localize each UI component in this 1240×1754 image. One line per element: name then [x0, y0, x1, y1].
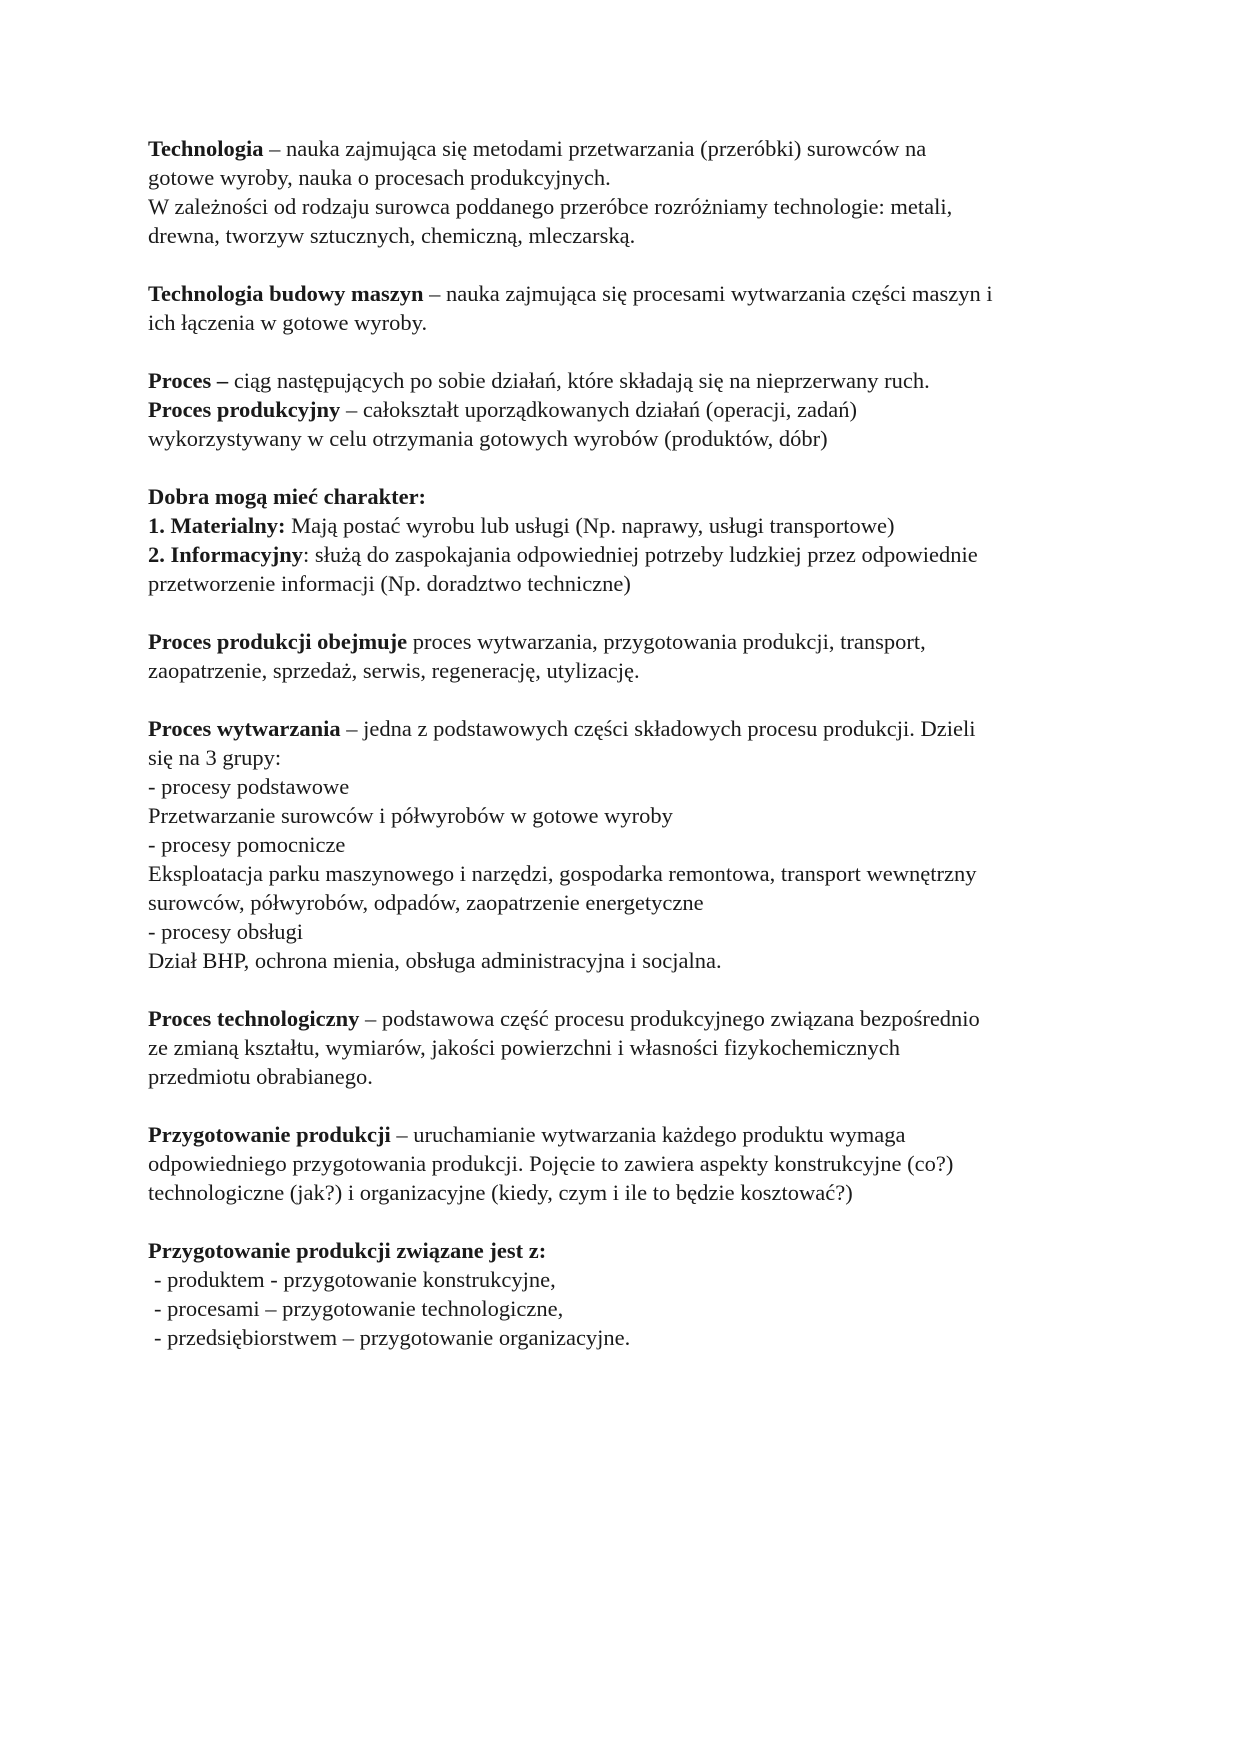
list-item: - procesy obsługi [148, 919, 303, 944]
heading-dobra: Dobra mogą mieć charakter: [148, 484, 427, 509]
text-line: Proces produkcyjny – całokształt uporządkowanych działań (operacji, zadań) [148, 397, 857, 422]
text-line: technologiczne (jak?) i organizacyjne (kiedy, czym i ile to będzie kosztować?) [148, 1180, 853, 1205]
text-line: Eksploatacja parku maszynowego i narzędzi, gospodarka remontowa, transport wewnętrzny [148, 861, 977, 886]
list-item: - produktem - przygotowanie konstrukcyjne, [154, 1267, 556, 1292]
text-line: gotowe wyroby, nauka o procesach produkcyjnych. [148, 165, 611, 190]
term-proces-produkcyjny: Proces produkcyjny [148, 397, 341, 422]
text-line: Proces wytwarzania – jedna z podstawowych części składowych procesu produkcji. Dzieli [148, 716, 976, 741]
paragraph-proces-wytwarzania [148, 714, 1108, 975]
text-line: Przetwarzanie surowców i półwyrobów w gotowe wyroby [148, 803, 673, 828]
term-materialny: 1. Materialny: [148, 513, 286, 538]
term-proces: Proces – [148, 368, 229, 393]
paragraph-proces [148, 366, 1108, 453]
text-line: 2. Informacyjny: służą do zaspokajania odpowiedniej potrzeby ludzkiej przez odpowiednie [148, 542, 978, 567]
text-line: zaopatrzenie, sprzedaż, serwis, regenerację, utylizację. [148, 658, 640, 683]
text-line: Technologia – nauka zajmująca się metodami przetwarzania (przeróbki) surowców na [148, 136, 927, 161]
term-proces-produkcji: Proces produkcji obejmuje [148, 629, 408, 654]
text-line: się na 3 grupy: [148, 745, 282, 770]
list-item: - przedsiębiorstwem – przygotowanie organizacyjne. [154, 1325, 631, 1350]
paragraph-przygotowanie-produkcji [148, 1120, 1108, 1207]
term-proces-technologiczny: Proces technologiczny [148, 1006, 360, 1031]
text-line: wykorzystywany w celu otrzymania gotowych wyrobów (produktów, dóbr) [148, 426, 828, 451]
term-technologia: Technologia [148, 136, 264, 161]
text-line: surowców, półwyrobów, odpadów, zaopatrzenie energetyczne [148, 890, 704, 915]
text-line: W zależności od rodzaju surowca poddanego przeróbce rozróżniamy technologie: metali, [148, 194, 953, 219]
paragraph-dobra [148, 482, 1108, 598]
term-informacyjny: 2. Informacyjny [148, 542, 303, 567]
list-item: - procesy pomocnicze [148, 832, 346, 857]
list-item: - procesy podstawowe [148, 774, 350, 799]
text-line: przetworzenie informacji (Np. doradztwo techniczne) [148, 571, 631, 596]
text-line [148, 482, 1108, 511]
heading-przygotowanie-zwiazane: Przygotowanie produkcji związane jest z: [148, 1238, 547, 1263]
text-line: odpowiedniego przygotowania produkcji. Pojęcie to zawiera aspekty konstrukcyjne (co?) [148, 1151, 954, 1176]
text-line: drewna, tworzyw sztucznych, chemiczną, mleczarską. [148, 223, 636, 248]
term-budowa-maszyn: Technologia budowy maszyn [148, 281, 424, 306]
paragraph-proces-technologiczny [148, 1004, 1108, 1091]
text-line: 1. Materialny: Mają postać wyrobu lub usługi (Np. naprawy, usługi transportowe) [148, 513, 895, 538]
text-line: Technologia budowy maszyn – nauka zajmująca się procesami wytwarzania części maszyn i [148, 281, 993, 306]
text-line: ze zmianą kształtu, wymiarów, jakości powierzchni i własności fizykochemicznych [148, 1035, 901, 1060]
paragraph-budowa-maszyn [148, 279, 1108, 337]
term-przygotowanie-produkcji: Przygotowanie produkcji [148, 1122, 391, 1147]
text-line: Dział BHP, ochrona mienia, obsługa administracyjna i socjalna. [148, 948, 722, 973]
text-line: Proces technologiczny – podstawowa część procesu produkcyjnego związana bezpośrednio [148, 1006, 980, 1031]
text-line: ich łączenia w gotowe wyroby. [148, 310, 428, 335]
text-line: Przygotowanie produkcji – uruchamianie wytwarzania każdego produktu wymaga [148, 1122, 906, 1147]
term-proces-wytwarzania: Proces wytwarzania [148, 716, 341, 741]
text-line: Proces produkcji obejmuje proces wytwarzania, przygotowania produkcji, transport, [148, 629, 926, 654]
text-line [148, 1236, 1108, 1265]
text-line: Proces – ciąg następujących po sobie działań, które składają się na nieprzerwany ruch. [148, 368, 930, 393]
list-item: - procesami – przygotowanie technologiczne, [154, 1296, 564, 1321]
paragraph-proces-produkcji [148, 627, 1108, 685]
document-page [148, 134, 1108, 1381]
text-line: przedmiotu obrabianego. [148, 1064, 373, 1089]
paragraph-technologia [148, 134, 1108, 250]
paragraph-przygotowanie-zwiazane [148, 1236, 1108, 1352]
